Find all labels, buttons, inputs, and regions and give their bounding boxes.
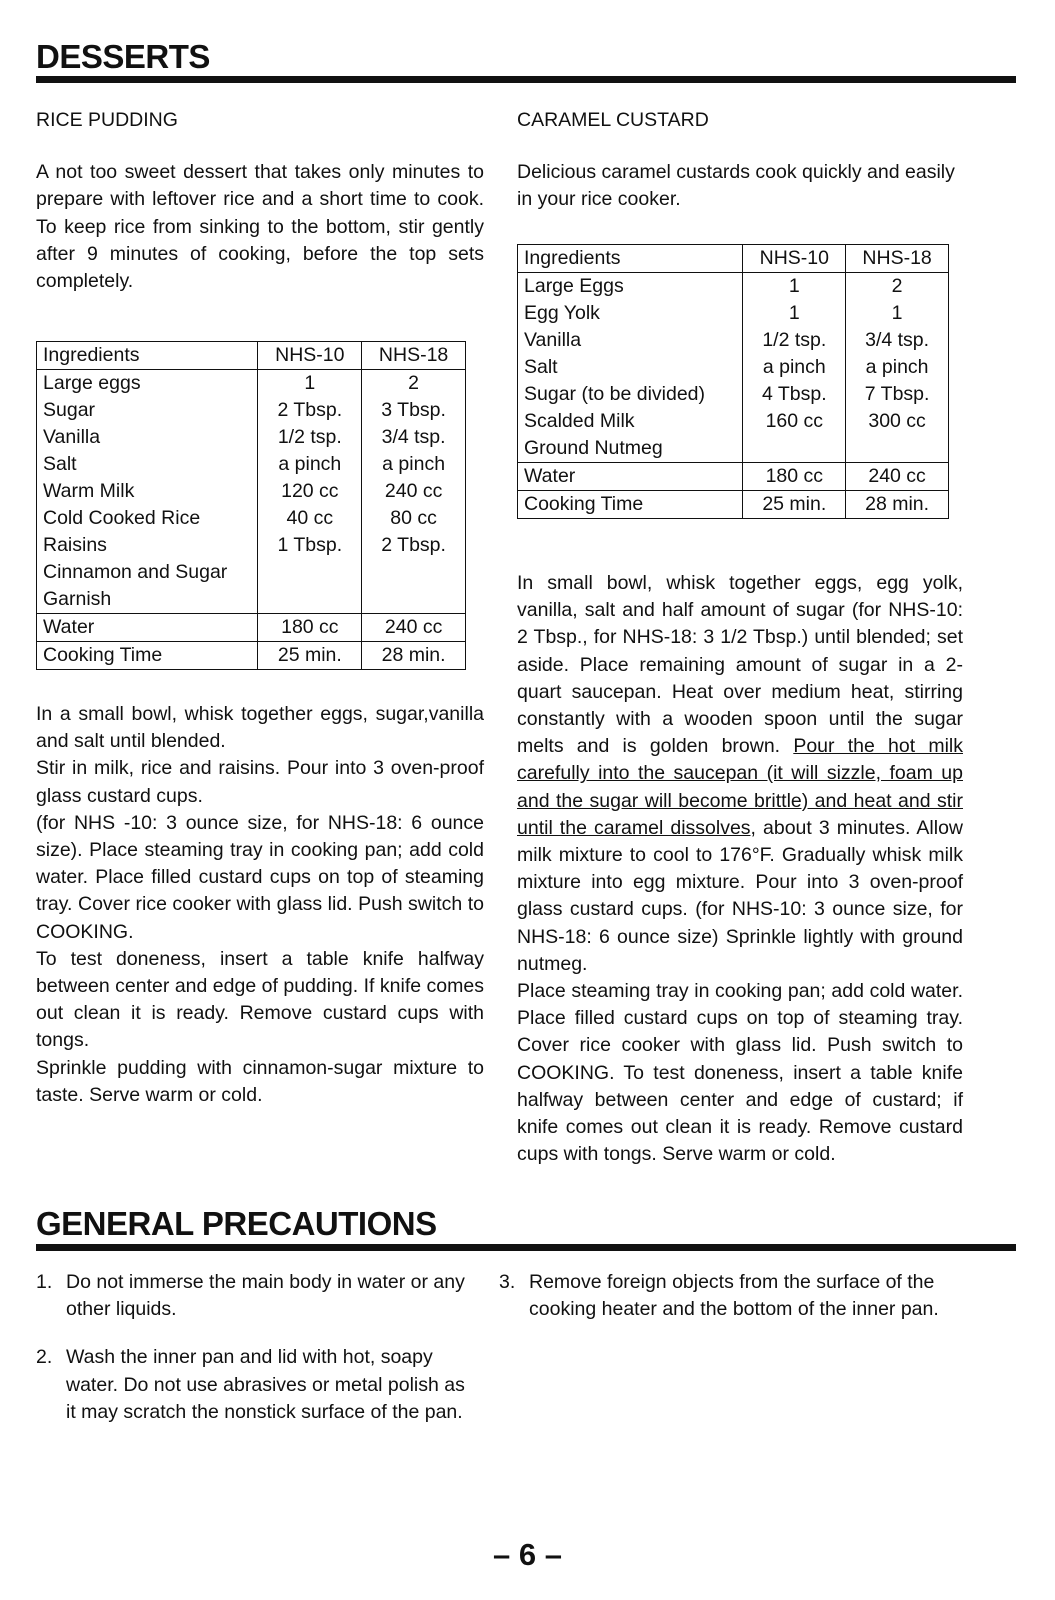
table-cell: Cinnamon and Sugar Garnish bbox=[37, 559, 258, 614]
direction-text: In small bowl, whisk together eggs, egg yolk, vanilla, salt and half amount of sugar (for NHS-10: 2 Tbsp., for NHS-18: 3 1/2 Tbsp.) until blended; set aside. Place remaining amount of sugar in a 2-quart saucepan. Heat over medium heat, stirring constantly with a wooden spoon until the sugar melts and is golden brown. bbox=[517, 572, 963, 758]
table-cell: Cooking Time bbox=[518, 491, 743, 519]
rice-pudding-title: RICE PUDDING bbox=[36, 109, 178, 131]
table-cell: a pinch bbox=[362, 451, 466, 478]
table-cell: Sugar bbox=[37, 397, 258, 424]
table-cell: a pinch bbox=[743, 354, 846, 381]
table-cell: a pinch bbox=[258, 451, 362, 478]
desserts-heading: DESSERTS bbox=[36, 38, 210, 75]
table-cell: 1 bbox=[258, 370, 362, 398]
precaution-text: Wash the inner pan and lid with hot, soapy water. Do not use abrasives or metal polish as it may scratch the nonstick surface of the pan. bbox=[66, 1346, 465, 1423]
table-cell: 80 cc bbox=[362, 505, 466, 532]
direction-paragraph: To test doneness, insert a table knife halfway between center and edge of pudding. If knife comes out clean it is ready. Remove custard cups with tongs. bbox=[36, 947, 484, 1052]
table-row bbox=[518, 354, 949, 381]
table-header: NHS-18 bbox=[846, 245, 949, 273]
direction-warning-underlined: Pour the hot milk carefully into the saucepan (it will sizzle, foam up and the sugar will become brittle) and heat and stir until the caramel dissolves, bbox=[517, 735, 963, 839]
rice-pudding-directions bbox=[36, 701, 484, 1109]
table-row bbox=[518, 408, 949, 435]
rice-pudding-intro: A not too sweet dessert that takes only minutes to prepare with leftover rice and a short time to cook. To keep rice from sinking to the bottom, stir gently after 9 minutes of cooking, before the top sets completely. bbox=[36, 161, 484, 293]
table-cell: 28 min. bbox=[362, 642, 466, 670]
table-cell: 300 cc bbox=[846, 408, 949, 435]
table-header: NHS-10 bbox=[258, 342, 362, 370]
table-cell: 1/2 tsp. bbox=[258, 424, 362, 451]
direction-paragraph: Sprinkle pudding with cinnamon-sugar mixture to taste. Serve warm or cold. bbox=[36, 1056, 484, 1106]
precaution-text: Remove foreign objects from the surface of the cooking heater and the bottom of the inner pan. bbox=[529, 1271, 939, 1321]
table-cell: 40 cc bbox=[258, 505, 362, 532]
table-header: NHS-10 bbox=[743, 245, 846, 273]
table-row bbox=[37, 505, 466, 532]
precaution-item bbox=[36, 1269, 476, 1323]
table-cell: Large Eggs bbox=[518, 273, 743, 301]
table-row-cooking-time bbox=[518, 491, 949, 519]
table-cell: 160 cc bbox=[743, 408, 846, 435]
caramel-custard-directions bbox=[517, 570, 963, 1168]
table-cell: 180 cc bbox=[743, 463, 846, 491]
table-row bbox=[518, 273, 949, 301]
precautions-heading: GENERAL PRECAUTIONS bbox=[36, 1205, 437, 1242]
table-cell: 240 cc bbox=[362, 614, 466, 642]
table-cell bbox=[846, 435, 949, 463]
table-header: Ingredients bbox=[37, 342, 258, 370]
table-cell: 2 bbox=[846, 273, 949, 301]
table-cell: Raisins bbox=[37, 532, 258, 559]
table-cell: 1 bbox=[743, 273, 846, 301]
table-row bbox=[37, 397, 466, 424]
table-cell: 1 Tbsp. bbox=[258, 532, 362, 559]
direction-paragraph: Stir in milk, rice and raisins. Pour into 3 oven-proof glass custard cups. bbox=[36, 757, 484, 807]
rice-pudding-section bbox=[36, 107, 484, 295]
table-cell: Vanilla bbox=[37, 424, 258, 451]
table-header-row bbox=[518, 245, 949, 273]
table-header: NHS-18 bbox=[362, 342, 466, 370]
table-row bbox=[37, 424, 466, 451]
table-row-cooking-time bbox=[37, 642, 466, 670]
direction-paragraph bbox=[517, 570, 963, 978]
table-row bbox=[37, 532, 466, 559]
table-row bbox=[37, 451, 466, 478]
table-header-row bbox=[37, 342, 466, 370]
precaution-number: 1. bbox=[36, 1271, 53, 1293]
table-row bbox=[518, 300, 949, 327]
precaution-item bbox=[499, 1269, 954, 1323]
table-cell: Vanilla bbox=[518, 327, 743, 354]
table-cell: 28 min. bbox=[846, 491, 949, 519]
table-cell: 4 Tbsp. bbox=[743, 381, 846, 408]
direction-paragraph: In a small bowl, whisk together eggs, sugar,vanilla and salt until blended. bbox=[36, 703, 484, 753]
table-row bbox=[37, 478, 466, 505]
table-row bbox=[518, 435, 949, 463]
page-number: – 6 – bbox=[493, 1537, 562, 1572]
table-cell: 2 Tbsp. bbox=[258, 397, 362, 424]
table-cell: 1 bbox=[846, 300, 949, 327]
table-cell: 120 cc bbox=[258, 478, 362, 505]
table-cell: Warm Milk bbox=[37, 478, 258, 505]
table-cell: Egg Yolk bbox=[518, 300, 743, 327]
table-cell bbox=[258, 559, 362, 614]
precaution-number: 3. bbox=[499, 1271, 516, 1293]
table-cell: 2 bbox=[362, 370, 466, 398]
direction-text: about 3 minutes. Allow milk mixture to cool to 176°F. Gradually whisk milk mixture into egg mixture. Pour into 3 oven-proof glass custard cups. (for NHS-10: 3 ounce size, for NHS-18: 6 ounce size) Sprinkle lightly with ground nutmeg. bbox=[517, 816, 963, 975]
table-cell: a pinch bbox=[846, 354, 949, 381]
precautions-right bbox=[499, 1269, 954, 1344]
table-cell: Large eggs bbox=[37, 370, 258, 398]
table-cell: Salt bbox=[37, 451, 258, 478]
table-cell: Water bbox=[518, 463, 743, 491]
table-cell: 2 Tbsp. bbox=[362, 532, 466, 559]
table-header: Ingredients bbox=[518, 245, 743, 273]
precaution-number: 2. bbox=[36, 1346, 53, 1369]
table-cell: Sugar (to be divided) bbox=[518, 381, 743, 408]
caramel-custard-section bbox=[517, 107, 963, 214]
table-row-water bbox=[518, 463, 949, 491]
table-cell: 3/4 tsp. bbox=[846, 327, 949, 354]
table-cell bbox=[362, 559, 466, 614]
precaution-item bbox=[36, 1344, 476, 1426]
precaution-text: Do not immerse the main body in water or any other liquids. bbox=[66, 1271, 465, 1321]
table-row bbox=[518, 381, 949, 408]
table-cell: Salt bbox=[518, 354, 743, 381]
table-cell: Cold Cooked Rice bbox=[37, 505, 258, 532]
table-row bbox=[37, 370, 466, 398]
table-cell: 1 bbox=[743, 300, 846, 327]
caramel-custard-table bbox=[517, 244, 949, 519]
caramel-custard-intro: Delicious caramel custards cook quickly and easily in your rice cooker. bbox=[517, 161, 955, 211]
rice-pudding-table bbox=[36, 341, 466, 670]
precautions-left bbox=[36, 1269, 476, 1447]
table-row-water bbox=[37, 614, 466, 642]
table-row bbox=[518, 327, 949, 354]
table-cell: Scalded Milk bbox=[518, 408, 743, 435]
table-cell: 3/4 tsp. bbox=[362, 424, 466, 451]
table-cell: 25 min. bbox=[743, 491, 846, 519]
table-cell: Water bbox=[37, 614, 258, 642]
table-cell: Cooking Time bbox=[37, 642, 258, 670]
table-cell: 25 min. bbox=[258, 642, 362, 670]
table-cell: 240 cc bbox=[362, 478, 466, 505]
direction-paragraph: (for NHS -10: 3 ounce size, for NHS-18: 6 ounce size). Place steaming tray in cooking pan; add cold water. Place filled custard cups on top of steaming tray. Cover rice cooker with glass lid. Push switch to COOKING. bbox=[36, 811, 484, 943]
table-cell: 3 Tbsp. bbox=[362, 397, 466, 424]
table-cell bbox=[743, 435, 846, 463]
table-row bbox=[37, 559, 466, 614]
direction-paragraph: Place steaming tray in cooking pan; add cold water. Place filled custard cups on top of steaming tray. Cover rice cooker with glass lid. Push switch to COOKING. To test doneness, insert a table knife halfway between center and edge of custard; if knife comes out clean it is ready. Remove custard cups with tongs. Serve warm or cold. bbox=[517, 980, 963, 1166]
precautions-rule bbox=[36, 1244, 1016, 1251]
table-cell: 240 cc bbox=[846, 463, 949, 491]
table-cell: 180 cc bbox=[258, 614, 362, 642]
table-cell: 1/2 tsp. bbox=[743, 327, 846, 354]
caramel-custard-title: CARAMEL CUSTARD bbox=[517, 109, 709, 131]
table-cell: Ground Nutmeg bbox=[518, 435, 743, 463]
desserts-rule bbox=[36, 76, 1016, 83]
table-cell: 7 Tbsp. bbox=[846, 381, 949, 408]
